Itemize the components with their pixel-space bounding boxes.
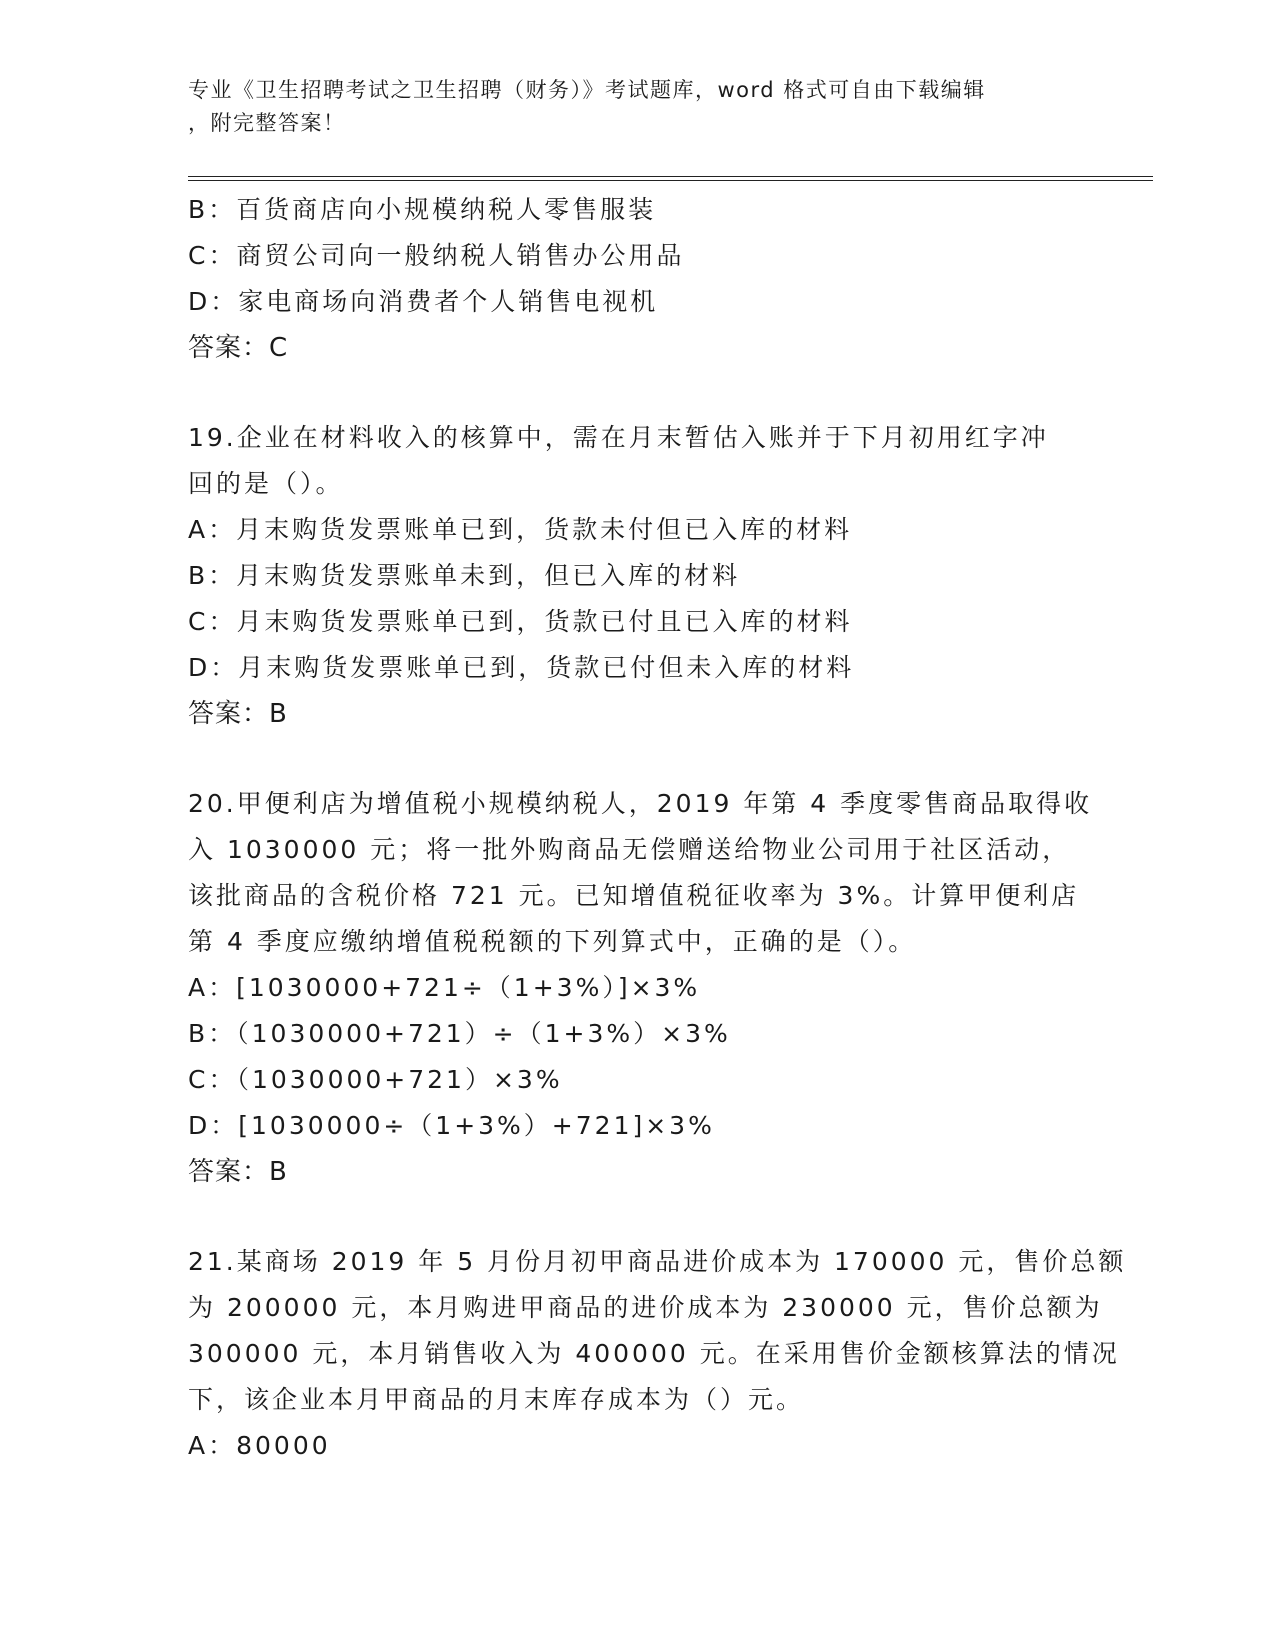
header-line-1: 专业《卫生招聘考试之卫生招聘（财务）》考试题库，word 格式可自由下载编辑 (188, 78, 986, 102)
answer: 答案：B (188, 699, 288, 729)
answer: 答案：B (188, 1157, 288, 1187)
question-stem: 该批商品的含税价格 721 元。已知增值税征收率为 3%。计算甲便利店 (188, 881, 1080, 910)
option-b: B：（1030000+721）÷（1+3%）×3% (188, 1019, 731, 1048)
option-c: C：（1030000+721）×3% (188, 1065, 563, 1094)
option-b: B：百货商店向小规模纳税人零售服装 (188, 195, 657, 224)
question-stem: 下，该企业本月甲商品的月末库存成本为（）元。 (188, 1385, 805, 1414)
document-header (188, 74, 1088, 140)
option-a: A：月末购货发票账单已到，货款未付但已入库的材料 (188, 515, 853, 544)
question-stem: 21.某商场 2019 年 5 月份月初甲商品进价成本为 170000 元，售价总额 (188, 1247, 1127, 1276)
spacer (188, 1195, 1088, 1239)
question-stem: 20.甲便利店为增值税小规模纳税人，2019 年第 4 季度零售商品取得收 (188, 789, 1093, 818)
answer: 答案：C (188, 333, 289, 363)
question-stem: 回的是（）。 (188, 469, 344, 498)
question-20 (188, 781, 1093, 1195)
option-d: D：月末购货发票账单已到，货款已付但未入库的材料 (188, 653, 855, 682)
option-a: A：80000 (188, 1431, 331, 1460)
question-21 (188, 1239, 1127, 1469)
question-list (188, 187, 1127, 1469)
spacer (188, 737, 1088, 781)
question-stem: 入 1030000 元；将一批外购商品无偿赠送给物业公司用于社区活动， (188, 835, 1071, 864)
option-c: C：商贸公司向一般纳税人销售办公用品 (188, 241, 685, 270)
question-stem: 第 4 季度应缴纳增值税税额的下列算式中，正确的是（）。 (188, 927, 917, 956)
question-stem: 19.企业在材料收入的核算中，需在月末暂估入账并于下月初用红字冲 (188, 423, 1049, 452)
option-a: A：[1030000+721÷（1+3%）]×3% (188, 973, 701, 1002)
question-stem: 为 200000 元，本月购进甲商品的进价成本为 230000 元，售价总额为 (188, 1293, 1103, 1322)
option-d: D：家电商场向消费者个人销售电视机 (188, 287, 659, 316)
header-line-2: ，附完整答案！ (188, 111, 346, 135)
question-19 (188, 415, 1088, 737)
header-divider (188, 176, 1153, 181)
option-d: D：[1030000÷（1+3%）+721]×3% (188, 1111, 715, 1140)
question-18 (188, 187, 1088, 371)
option-b: B：月末购货发票账单未到，但已入库的材料 (188, 561, 741, 590)
option-c: C：月末购货发票账单已到，货款已付且已入库的材料 (188, 607, 853, 636)
spacer (188, 371, 1088, 415)
question-stem: 300000 元，本月销售收入为 400000 元。在采用售价金额核算法的情况 (188, 1339, 1120, 1368)
